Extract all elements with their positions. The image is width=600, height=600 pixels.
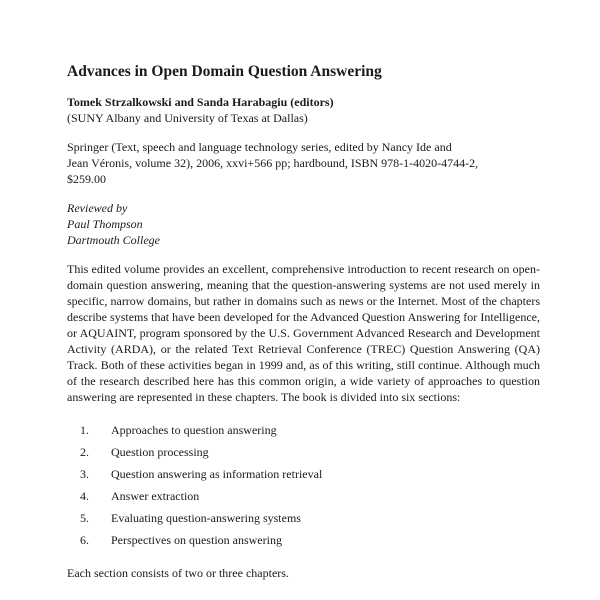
author-affiliation: (SUNY Albany and University of Texas at Dallas) <box>67 111 308 125</box>
reviewed-by-label: Reviewed by <box>67 201 128 215</box>
publication-line-2: Jean Véronis, volume 32), 2006, xxvi+566 pp; hardbound, ISBN 978-1-4020-4744-2, <box>67 156 479 170</box>
section-list <box>67 419 540 551</box>
publication-line-1: Springer (Text, speech and language technology series, edited by Nancy Ide and <box>67 140 452 154</box>
book-authors: Tomek Strzalkowski and Sanda Harabagiu (editors) <box>67 95 334 109</box>
section-label: Perspectives on question answering <box>111 533 282 547</box>
section-label: Answer extraction <box>111 489 200 503</box>
section-number: 6. <box>80 533 89 547</box>
closing-sentence: Each section consists of two or three chapters. <box>67 566 289 580</box>
section-item <box>67 463 540 485</box>
section-item <box>67 485 540 507</box>
reviewer-block <box>67 200 540 248</box>
publication-details <box>67 139 540 187</box>
book-title: Advances in Open Domain Question Answering <box>67 63 382 80</box>
section-item <box>67 441 540 463</box>
section-number: 2. <box>80 445 89 459</box>
publication-price: $259.00 <box>67 172 106 186</box>
section-item <box>67 507 540 529</box>
section-number: 4. <box>80 489 89 503</box>
section-number: 1. <box>80 423 89 437</box>
reviewer-institution: Dartmouth College <box>67 233 160 247</box>
section-number: 3. <box>80 467 89 481</box>
section-number: 5. <box>80 511 89 525</box>
reviewer-name: Paul Thompson <box>67 217 143 231</box>
section-item <box>67 529 540 551</box>
section-label: Evaluating question-answering systems <box>111 511 301 525</box>
section-label: Approaches to question answering <box>111 423 277 437</box>
review-page <box>67 62 540 581</box>
section-label: Question answering as information retrieval <box>111 467 323 481</box>
section-label: Question processing <box>111 445 209 459</box>
section-item <box>67 419 540 441</box>
body-paragraph: This edited volume provides an excellent, comprehensive introduction to recent research on open-domain question answering, meaning that the question-answering systems are not used merely in specific, narrow domains, but rather in domains such as news or the Internet. Most of the chapters describe systems that have been developed for the Advanced Question Answering for Intelligence, or AQUAINT, program sponsored by the U.S. Government Advanced Research and Development Activity (ARDA), or the related Text Retrieval Conference (TREC) Question Answering (QA) Track. Both of these activities began in 1999 and, as of this writing, still continue. Although much of the research described here has this common origin, a wide variety of approaches to question answering are represented in these chapters. The book is divided into six sections: <box>67 262 540 404</box>
